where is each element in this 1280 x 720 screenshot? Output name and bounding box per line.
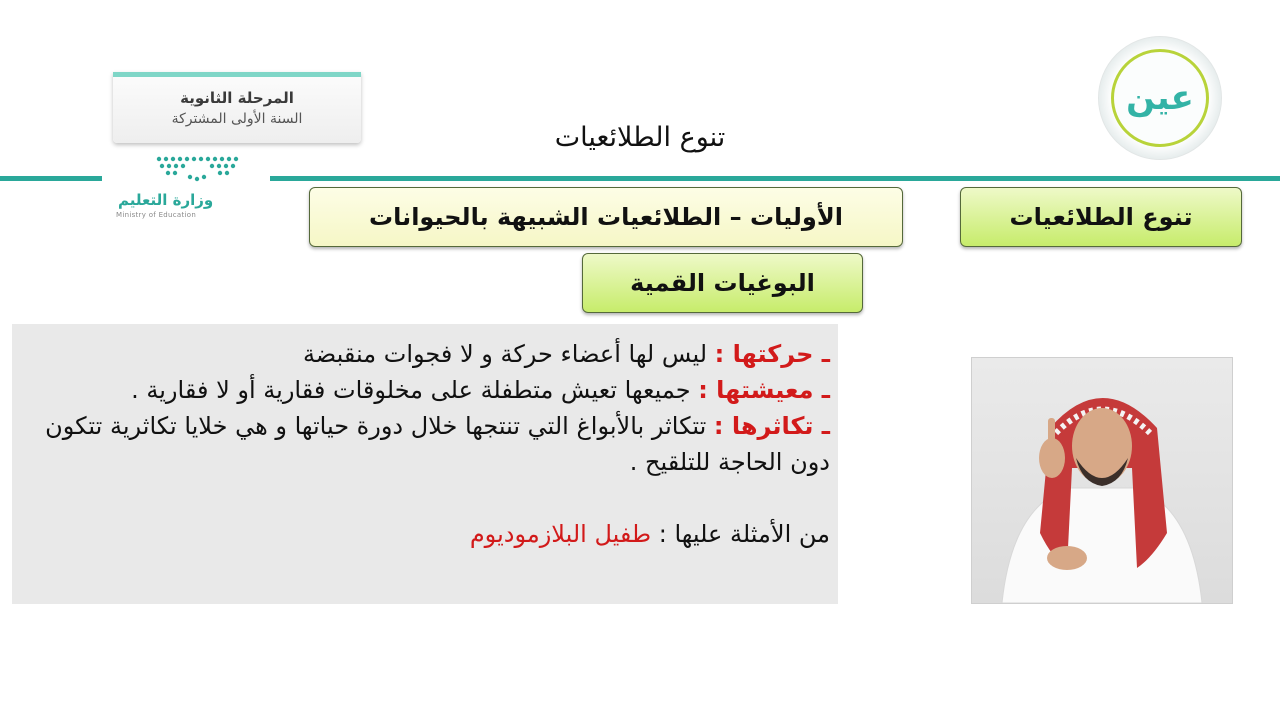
- living-line: [20, 372, 830, 408]
- movement-line: [20, 336, 830, 372]
- ministry-name-ar: وزارة التعليم: [118, 191, 214, 209]
- ministry-name-en: Ministry of Education: [116, 211, 197, 219]
- living-text: جميعها تعيش متطفلة على مخلوقات فقارية أو لا فقارية .: [131, 376, 699, 404]
- stage-level: المرحلة الثانوية: [180, 89, 294, 107]
- presenter-figure-icon: [972, 358, 1232, 603]
- content-panel: [12, 324, 838, 604]
- channel-logo: [1098, 36, 1222, 160]
- living-label: ـ معيشتها :: [698, 376, 830, 404]
- reproduction-label: ـ تكاثرها :: [713, 412, 830, 440]
- movement-text: ليس لها أعضاء حركة و لا فجوات منقبضة: [302, 340, 715, 368]
- examples-label: من الأمثلة عليها :: [651, 520, 830, 548]
- movement-label: ـ حركتها :: [714, 340, 830, 368]
- examples-value: طفيل البلازموديوم: [469, 520, 652, 548]
- reproduction-text: تتكاثر بالأبواغ التي تنتجها خلال دورة حياتها و هي خلايا تكاثرية تتكون دون الحاجة للتلقيح .: [45, 412, 830, 476]
- page-title: تنوع الطلائعيات: [554, 122, 726, 153]
- stage-badge: [113, 72, 361, 143]
- topic-box-protozoa: الأوليات – الطلائعيات الشبيهة بالحيوانات: [309, 187, 903, 247]
- reproduction-line: [20, 408, 830, 480]
- header-divider-right: [270, 176, 1280, 181]
- examples-line: [20, 516, 830, 552]
- ministry-logo: [108, 155, 273, 223]
- stage-year: السنة الأولى المشتركة: [171, 111, 303, 127]
- header-divider-left: [0, 176, 102, 181]
- presenter-video: [971, 357, 1233, 604]
- channel-logo-text: عين: [1111, 49, 1209, 147]
- topic-box-sporozoa: البوغيات القمية: [582, 253, 863, 313]
- topic-box-main: تنوع الطلائعيات: [960, 187, 1242, 247]
- ministry-emblem-icon: [154, 155, 244, 185]
